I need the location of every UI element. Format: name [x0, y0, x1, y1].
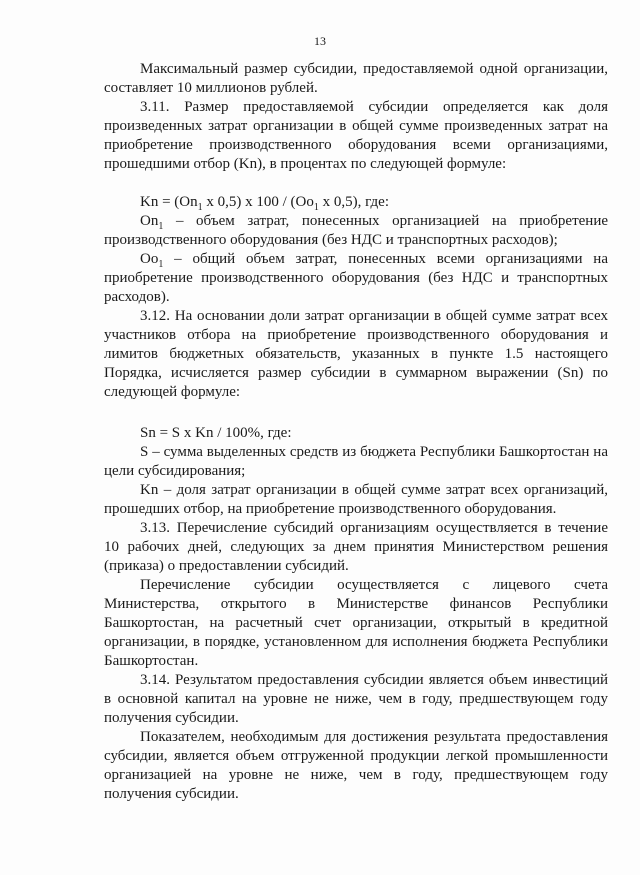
formula-kn-part-b: x 0,5) x 100 / (Oo — [202, 194, 314, 210]
paragraph-3-13: 3.13. Перечисление субсидий организациям осуществляется в течение 10 рабочих дней, следующих за днем принятия Министерством решения (приказа) о предоставлении субсидий. — [104, 520, 608, 574]
formula-kn — [104, 193, 608, 212]
paragraph-3-14: 3.14. Результатом предоставления субсидии является объем инвестиций в основной капитал на уровне не ниже, чем в году, предшествующем году получения субсидии. — [104, 672, 608, 726]
paragraph-transfer: Перечисление субсидии осуществляется с лицевого счета Министерства, открытого в Министерстве финансов Республики Башкортостан, на расчетный счет организации, открытый в кредитной организации, в порядке, установленном для исполнения бюджета Республики Башкортостан. — [104, 577, 608, 669]
formula-kn-sub-1: 1 — [197, 202, 203, 213]
formula-sn: Sn = S x Kn / 100%, где: — [140, 425, 292, 441]
paragraph-3-12: 3.12. На основании доли затрат организации в общей сумме затрат всех участников отбора на приобретение производственного оборудования и лимитов бюджетных обязательств, указанных в пункте 1.5 настоящего Порядка, исчисляется размер субсидии в суммарном выражении (Sn) по следующей формуле: — [104, 308, 608, 400]
definition-oo1 — [104, 250, 608, 307]
definition-on1-symbol: On — [140, 213, 159, 229]
page-number: 13 — [314, 34, 326, 48]
definition-on1 — [104, 212, 608, 250]
definition-on1-sub: 1 — [158, 221, 164, 232]
formula-kn-sub-2: 1 — [313, 202, 319, 213]
paragraph-indicator: Показателем, необходимым для достижения результата предоставления субсидии, является объем отгруженной продукции легкой промышленности организацией на уровне не ниже, чем в году, предшествующем году получения субсидии. — [104, 729, 608, 802]
definition-kn: Kn – доля затрат организации в общей сумме затрат всех организаций, прошедших отбор, на приобретение производственного оборудования. — [104, 482, 608, 517]
definition-oo1-symbol: Oo — [140, 251, 159, 267]
definition-on1-text: – объем затрат, понесенных организацией на приобретение производственного оборудования (без НДС и транспортных расходов); — [104, 213, 608, 248]
definition-s: S – сумма выделенных средств из бюджета Республики Башкортостан на цели субсидирования; — [104, 444, 608, 479]
formula-kn-part-a: Kn = (On — [140, 194, 198, 210]
definition-oo1-text: – общий объем затрат, понесенных всеми организациями на приобретение производственного оборудования (без НДС и транспортных расходов). — [104, 251, 608, 305]
paragraph-3-11: 3.11. Размер предоставляемой субсидии определяется как доля произведенных затрат организации в общей сумме произведенных затрат на приобретение производственного оборудования всеми организациями, прошедшими отбор (Kn), в процентах по следующей формуле: — [104, 99, 608, 172]
document-body — [104, 60, 608, 804]
paragraph-max-subsidy: Максимальный размер субсидии, предоставляемой одной организации, составляет 10 миллионов рублей. — [104, 61, 608, 96]
definition-oo1-sub: 1 — [158, 259, 164, 270]
formula-kn-part-c: x 0,5), где: — [318, 194, 389, 210]
